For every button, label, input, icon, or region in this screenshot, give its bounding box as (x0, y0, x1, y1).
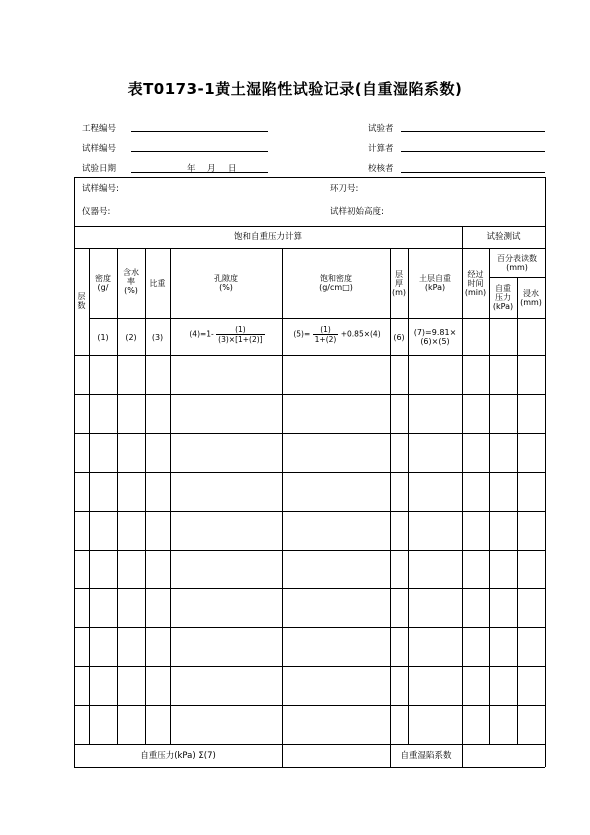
col-self-weight: 土层自重 (kPa) (419, 274, 451, 292)
instrument-no-label: 仪器号: (82, 207, 111, 217)
formula-1: (1) (97, 333, 109, 342)
project-no-field[interactable] (131, 131, 268, 132)
formula-3: (3) (151, 333, 164, 342)
table-row-divider (74, 394, 545, 395)
specimen-no-label: 试样编号: (82, 184, 119, 194)
formula-2: (2) (125, 333, 137, 342)
checker-label: 校核者 (368, 164, 394, 174)
formula-5-prefix: (5)= (293, 329, 311, 339)
tester-label: 试验者 (368, 124, 394, 134)
formula-4-prefix: (4)=1- (189, 329, 214, 339)
collapse-coefficient-value[interactable] (463, 745, 545, 767)
footer-self-weight-sum: 自重压力(kPa) Σ(7) (140, 751, 216, 761)
year-label: 年 (187, 164, 196, 174)
project-no-label: 工程编号 (82, 124, 117, 134)
sample-no-field[interactable] (131, 151, 268, 152)
month-label: 月 (207, 164, 216, 174)
col-porosity: 孔隙度 (%) (214, 274, 238, 292)
table-row-divider (74, 627, 545, 628)
group-test-header: 试验测试 (486, 232, 521, 242)
calculator-field[interactable] (401, 151, 545, 152)
initial-height-label: 试样初始高度: (330, 207, 384, 217)
col-density: 密度 (g/ (95, 274, 111, 292)
table-row-divider (74, 588, 545, 589)
col-dial-reading: 百分表读数 (mm) (497, 254, 537, 272)
calculator-label: 计算者 (368, 144, 394, 154)
col-elapsed-time: 经过 时间 (min) (464, 270, 487, 297)
col-water-content: 含水 率 (%) (123, 268, 139, 295)
sample-no-label: 试样编号 (82, 144, 117, 154)
formula-5 (284, 325, 390, 344)
table-row-divider (74, 705, 545, 706)
test-date-field[interactable] (131, 172, 268, 173)
formula-5-numerator: (1) (313, 325, 339, 335)
formula-4-denominator: (3)×[1+(2)] (218, 335, 263, 344)
formula-7: (7)=9.81× (6)×(5) (413, 328, 457, 346)
ring-no-label: 环刀号: (330, 184, 359, 194)
table-row-divider (74, 666, 545, 667)
formula-5-denominator: 1+(2) (314, 335, 337, 344)
col-self-weight-pressure: 自重 压力 (kPa) (492, 284, 514, 311)
table-row-divider (74, 472, 545, 473)
col-layer-no: 层 数 (77, 292, 86, 310)
formula-4-numerator: (1) (216, 325, 264, 335)
table-row-divider (74, 511, 545, 512)
formula-5-suffix: +0.85×(4) (340, 329, 381, 339)
col-soaking: 浸水 (mm) (520, 289, 542, 307)
group-calc-header: 饱和自重压力计算 (233, 232, 302, 242)
test-date-label: 试验日期 (82, 164, 117, 174)
col-specific-gravity: 比重 (149, 279, 166, 288)
page-title: 表T0173-1黄土湿陷性试验记录(自重湿陷系数) (127, 80, 463, 98)
tester-field[interactable] (401, 131, 545, 132)
formula-6: (6) (393, 333, 405, 342)
formula-4 (172, 325, 282, 344)
table-row-divider (74, 550, 545, 551)
day-label: 日 (228, 164, 237, 174)
col-layer-thickness: 层 厚 (m) (391, 270, 407, 297)
footer-collapse-coefficient-label: 自重湿陷系数 (400, 751, 452, 761)
col-sat-density: 饱和密度 (g/cm□) (319, 274, 353, 292)
checker-field[interactable] (401, 172, 545, 173)
table-row-divider (74, 433, 545, 434)
